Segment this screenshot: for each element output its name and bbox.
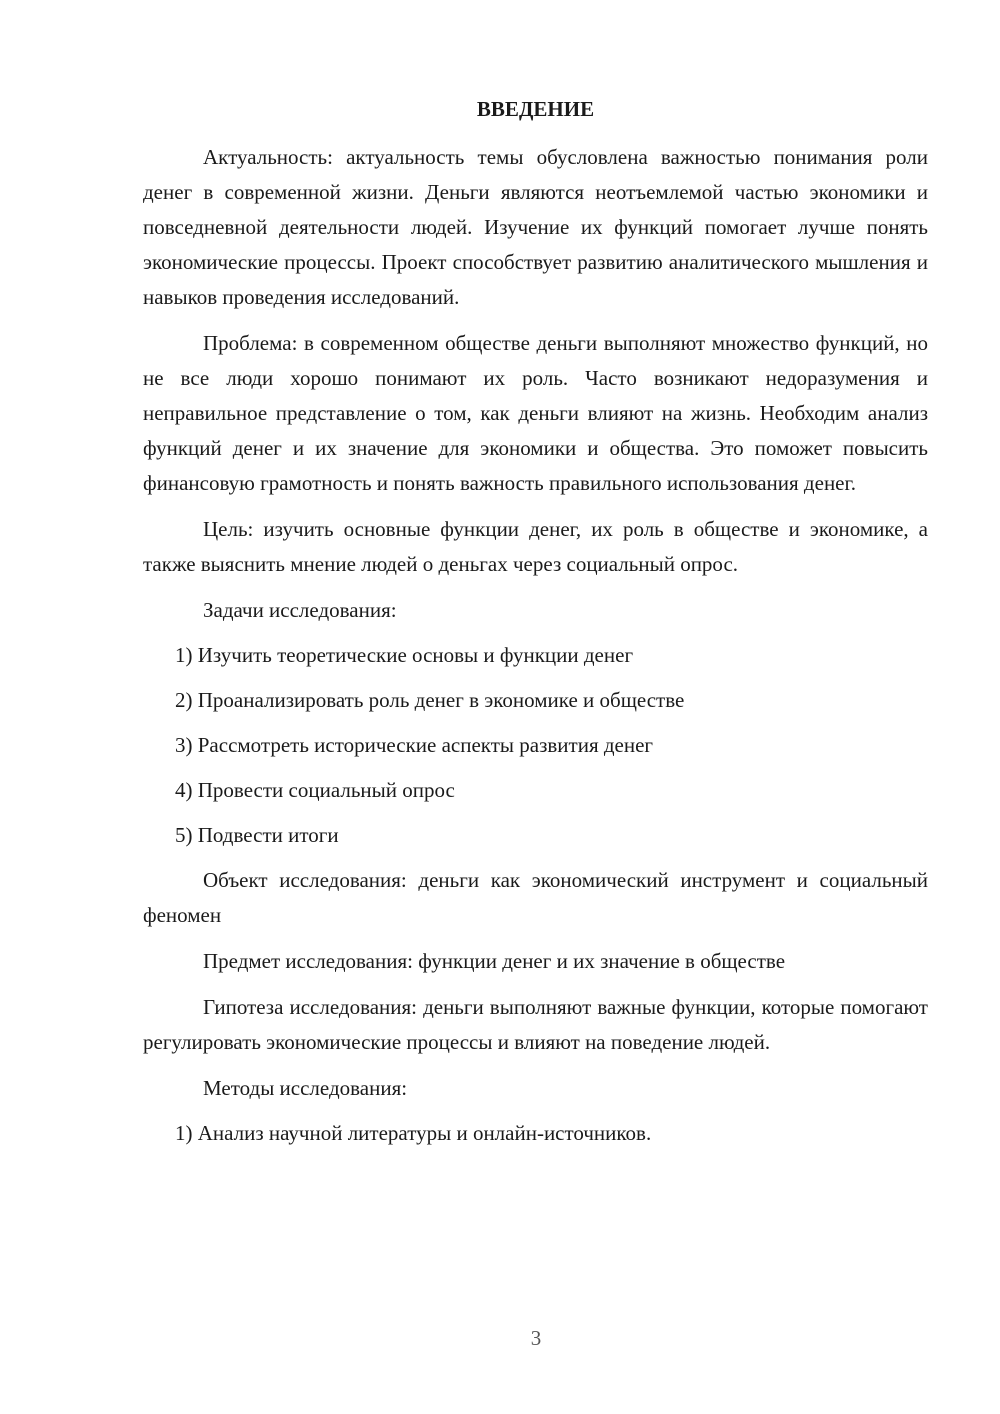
paragraph-problem: Проблема: в современном обществе деньги выполняют множество функций, но не все люди хорошо понимают их роль. Часто возникают недоразумения и неправильное представление о том, как деньги влияют на жизнь. Необходим анализ функций денег и их значение для экономики и общества. Это поможет повысить финансовую грамотность и понять важность правильного использования денег. [143,331,928,495]
methods-heading: Методы исследования: [203,1076,408,1100]
tasks-heading: Задачи исследования: [203,598,397,622]
task-item-2: 2) Проанализировать роль денег в экономике и обществе [175,688,685,712]
paragraph-hypothesis: Гипотеза исследования: деньги выполняют важные функции, которые помогают регулировать экономические процессы и влияют на поведение людей. [143,995,928,1054]
document-page [143,92,928,1161]
task-item-5: 5) Подвести итоги [175,823,339,847]
method-item-1: 1) Анализ научной литературы и онлайн-источников. [175,1121,652,1145]
page-number: 3 [530,1326,542,1350]
task-item-1: 1) Изучить теоретические основы и функции денег [175,643,634,667]
task-item-3: 3) Рассмотреть исторические аспекты развития денег [175,733,654,757]
section-title: ВВЕДЕНИЕ [476,97,595,121]
task-item-4: 4) Провести социальный опрос [175,778,455,802]
paragraph-relevance: Актуальность: актуальность темы обусловлена важностью понимания роли денег в современной жизни. Деньги являются неотъемлемой частью экономики и повседневной деятельности людей. Изучение их функций помогает лучше понять экономические процессы. Проект способствует развитию аналитического мышления и навыков проведения исследований. [143,145,928,309]
paragraph-goal: Цель: изучить основные функции денег, их роль в обществе и экономике, а также выяснить мнение людей о деньгах через социальный опрос. [143,517,928,576]
paragraph-object: Объект исследования: деньги как экономический инструмент и социальный феномен [143,868,928,927]
paragraph-subject: Предмет исследования: функции денег и их значение в обществе [203,949,786,973]
